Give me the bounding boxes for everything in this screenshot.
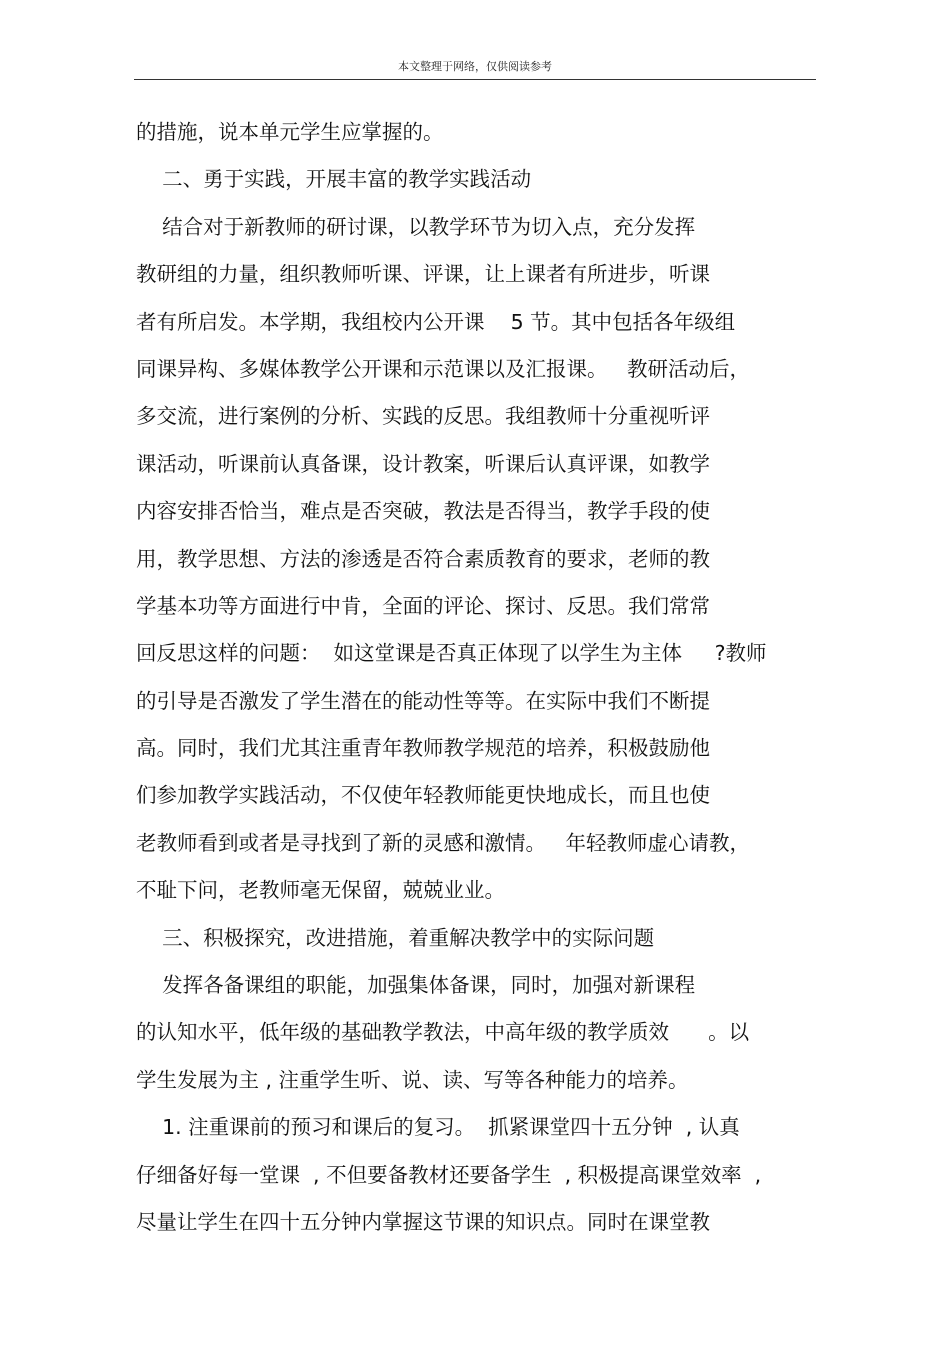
- text-line: 学生发展为主 , 注重学生听、说、读、写等各种能力的培养。: [136, 1067, 689, 1092]
- list-item-1: 1. 注重课前的预习和课后的复习。 抓紧课堂四十五分钟 , 认真: [136, 1115, 740, 1140]
- text-line: 的措施，说本单元学生应掌握的。: [136, 120, 444, 144]
- text-line: 的引导是否激发了学生潜在的能动性等等。在实际中我们不断提: [136, 688, 710, 713]
- text-line: 课活动，听课前认真备课，设计教案，听课后认真评课，如教学: [136, 451, 710, 476]
- text-line: 多交流，进行案例的分析、实践的反思。我组教师十分重视听评: [136, 404, 710, 429]
- text-line: 回反思这样的问题： 如这堂课是否真正体现了以学生为主体 ?教师: [136, 641, 767, 666]
- section-heading-3: 三、积极探究，改进措施，着重解决教学中的实际问题: [136, 925, 655, 950]
- text-line: 教研组的力量，组织教师听课、评课，让上课者有所进步，听课: [136, 262, 710, 287]
- text-line: 用，教学思想、方法的渗透是否符合素质教育的要求，老师的教: [136, 546, 710, 571]
- text-line: 内容安排否恰当，难点是否突破，教法是否得当，教学手段的使: [136, 499, 710, 524]
- text-line: 者有所启发。本学期，我组校内公开课 5 节。其中包括各年级组: [136, 309, 736, 334]
- text-line: 学基本功等方面进行中肯，全面的评论、探讨、反思。我们常常: [136, 593, 710, 618]
- text-line: 尽量让学生在四十五分钟内掌握这节课的知识点。同时在课堂教: [136, 1209, 710, 1234]
- text-line: 仔细备好每一堂课 , 不但要备教材还要备学生 , 积极提高课堂效率 ,: [136, 1162, 762, 1187]
- text-line: 们参加教学实践活动，不仅使年轻教师能更快地成长，而且也使: [136, 783, 710, 808]
- text-line: 同课异构、多媒体教学公开课和示范课以及汇报课。 教研活动后，: [136, 356, 751, 381]
- section-heading-2: 二、勇于实践，开展丰富的教学实践活动: [136, 167, 532, 192]
- text-line: 发挥各备课组的职能，加强集体备课，同时，加强对新课程: [136, 973, 696, 998]
- text-line: 的认知水平，低年级的基础教学教法，中高年级的教学质效 。以: [136, 1020, 750, 1045]
- text-line: 高。同时，我们尤其注重青年教师教学规范的培养，积极鼓励他: [136, 736, 710, 761]
- text-line: 结合对于新教师的研讨课，以教学环节为切入点，充分发挥: [136, 214, 696, 239]
- page-header: 本文整理于网络，仅供阅读参考: [398, 60, 552, 73]
- document-body: [136, 112, 826, 1249]
- header-divider: [134, 79, 816, 80]
- text-line: 不耻下问，老教师毫无保留，兢兢业业。: [136, 878, 505, 903]
- text-line: 老教师看到或者是寻找到了新的灵感和激情。 年轻教师虚心请教，: [136, 830, 751, 855]
